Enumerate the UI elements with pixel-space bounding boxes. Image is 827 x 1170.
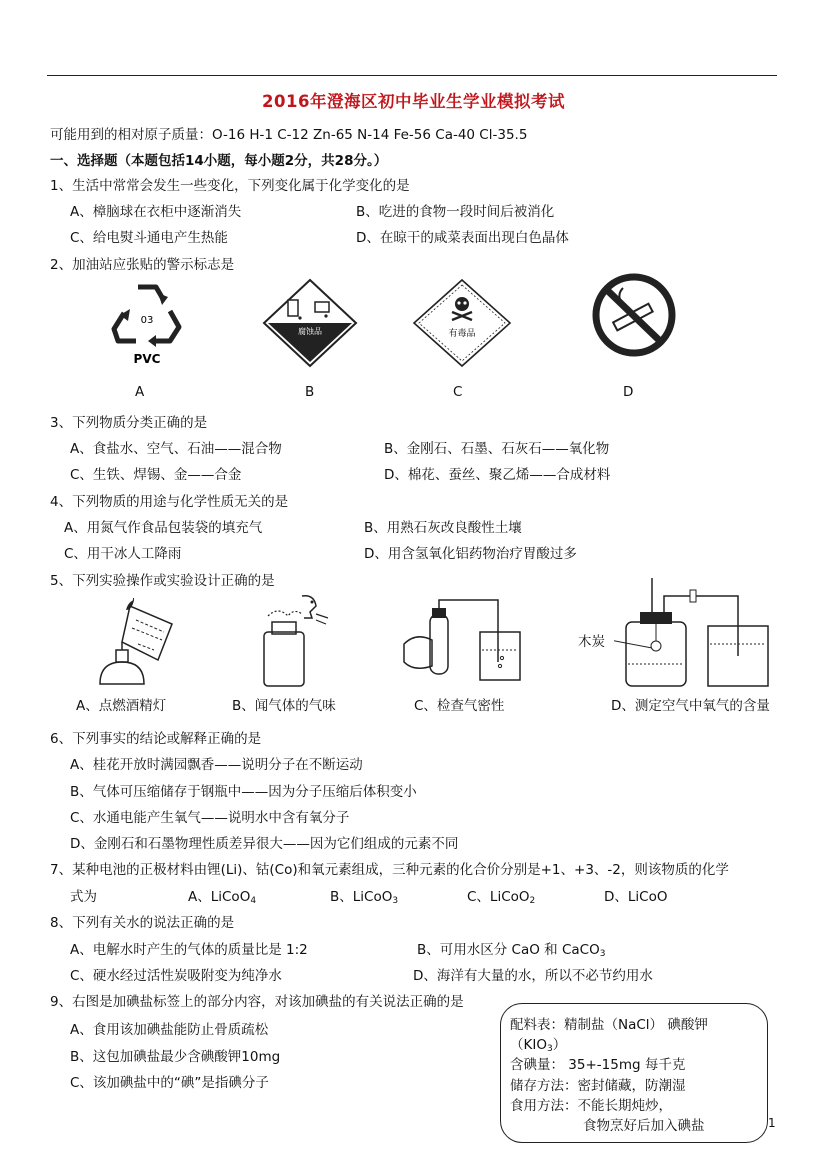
q1-stem: 1、生活中常常会发生一些变化，下列变化属于化学变化的是 <box>50 178 410 194</box>
atomic-masses: 可能用到的相对原子质量：O-16 H-1 C-12 Zn-65 N-14 Fe-56 Ca-40 Cl-35.5 <box>50 127 528 143</box>
q2-label-b: B <box>305 384 315 400</box>
q4-option-b: B、用熟石灰改良酸性土壤 <box>364 520 522 536</box>
q9-option-b: B、这包加碘盐最少含碘酸钾10mg <box>70 1049 281 1065</box>
q3-stem: 3、下列物质分类正确的是 <box>50 415 208 431</box>
q5-option-c: C、检查气密性 <box>414 698 505 714</box>
q2-label-c: C <box>453 384 463 400</box>
q2-label-d: D <box>623 384 634 400</box>
q7-option-a: A、LiCoO$_4$ <box>188 889 257 906</box>
q7-option-d: D、LiCoO <box>604 889 668 905</box>
sign-a-code: 03 <box>140 315 154 326</box>
q3-option-a: A、食盐水、空气、石油——混合物 <box>70 441 282 457</box>
q5-stem: 5、下列实验操作或实验设计正确的是 <box>50 573 275 589</box>
airtightness-figure <box>402 592 526 690</box>
q6-option-a: A、桂花开放时满园飘香——说明分子在不断运动 <box>70 757 363 773</box>
corrosive-sign <box>260 278 360 368</box>
q2-label-a: A <box>135 384 145 400</box>
page-number: 1 <box>768 1116 776 1130</box>
q3-option-d: D、棉花、蚕丝、聚乙烯——合成材料 <box>384 467 611 483</box>
page-title: 2016年澄海区初中毕业生学业模拟考试 <box>262 92 565 111</box>
header-rule <box>47 75 777 76</box>
charcoal-label: 木炭 <box>578 634 605 650</box>
q7-stem-cont: 式为 <box>70 889 97 905</box>
salt-label-storage: 储存方法：密封储藏，防潮湿 <box>510 1078 686 1094</box>
q5-option-b: B、闻气体的气味 <box>232 698 336 714</box>
q9-option-c: C、该加碘盐中的“碘”是指碘分子 <box>70 1075 269 1091</box>
q8-option-d: D、海洋有大量的水，所以不必节约用水 <box>413 968 653 984</box>
q6-option-d: D、金刚石和石墨物理性质差异很大——因为它们组成的元素不同 <box>70 836 459 852</box>
q6-option-c: C、水通电能产生氧气——说明水中含有氧分子 <box>70 810 350 826</box>
q5-option-d: D、测定空气中氧气的含量 <box>611 698 770 714</box>
q7-option-b: B、LiCoO$_3$ <box>330 889 399 906</box>
q4-option-d: D、用含氢氧化铝药物治疗胃酸过多 <box>364 546 577 562</box>
sign-c-label: 有毒品 <box>448 329 476 339</box>
toxic-sign <box>410 278 514 368</box>
q9-option-a: A、食用该加碘盐能防止骨质疏松 <box>70 1022 269 1038</box>
salt-label-box <box>500 1003 768 1143</box>
q3-option-b: B、金刚石、石墨、石灰石——氧化物 <box>384 441 610 457</box>
q1-option-c: C、给电熨斗通电产生热能 <box>70 230 228 246</box>
lamp-lighting-figure <box>92 598 182 690</box>
q2-stem: 2、加油站应张贴的警示标志是 <box>50 257 235 273</box>
section-heading: 一、选择题（本题包括14小题，每小题2分，共28分。） <box>50 153 388 169</box>
q4-stem: 4、下列物质的用途与化学性质无关的是 <box>50 494 289 510</box>
salt-label-usage-cont: 食物烹好后加入碘盐 <box>583 1118 705 1134</box>
q5-option-a: A、点燃酒精灯 <box>76 698 167 714</box>
salt-label-kio3: $(KIO_3)$ <box>510 1037 567 1054</box>
q8-option-c: C、硬水经过活性炭吸附变为纯净水 <box>70 968 282 984</box>
smell-gas-figure <box>258 592 334 690</box>
q8-stem: 8、下列有关水的说法正确的是 <box>50 915 235 931</box>
q6-stem: 6、下列事实的结论或解释正确的是 <box>50 731 262 747</box>
no-smoking-sign <box>591 272 677 358</box>
q1-option-b: B、吃进的食物一段时间后被消化 <box>356 204 555 220</box>
q8-option-b: B、可用水区分 CaO 和 CaCO$_3$ <box>417 942 606 959</box>
q1-option-a: A、樟脑球在衣柜中逐渐消失 <box>70 204 242 220</box>
q8-option-a: A、电解水时产生的气体的质量比是 1:2 <box>70 942 308 958</box>
salt-label-ingredients: 配料表：精制盐（NaCl） 碘酸钾 <box>510 1017 708 1033</box>
q7-option-c: C、LiCoO$_2$ <box>467 889 536 906</box>
q1-option-d: D、在晾干的咸菜表面出现白色晶体 <box>356 230 569 246</box>
oxygen-content-figure <box>614 576 774 690</box>
sign-a-pvc: PVC <box>133 352 161 366</box>
recycle-pvc-sign <box>108 277 186 369</box>
q3-option-c: C、生铁、焊锡、金——合金 <box>70 467 242 483</box>
salt-label-usage: 食用方法：不能长期炖炒， <box>510 1098 672 1114</box>
q4-option-a: A、用氮气作食品包装袋的填充气 <box>64 520 263 536</box>
sign-b-label: 腐蚀品 <box>298 327 322 336</box>
q4-option-c: C、用干冰人工降雨 <box>64 546 182 562</box>
q9-stem: 9、右图是加碘盐标签上的部分内容，对该加碘盐的有关说法正确的是 <box>50 994 464 1010</box>
q7-stem: 7、某种电池的正极材料由锂(Li)、钴(Co)和氧元素组成，三种元素的化合价分别是+1、+3、-2，则该物质的化学 <box>50 862 729 878</box>
salt-label-iodine-content: 含碘量： 35+-15mg 每千克 <box>510 1057 686 1073</box>
q6-option-b: B、气体可压缩储存于钢瓶中——因为分子压缩后体积变小 <box>70 784 417 800</box>
